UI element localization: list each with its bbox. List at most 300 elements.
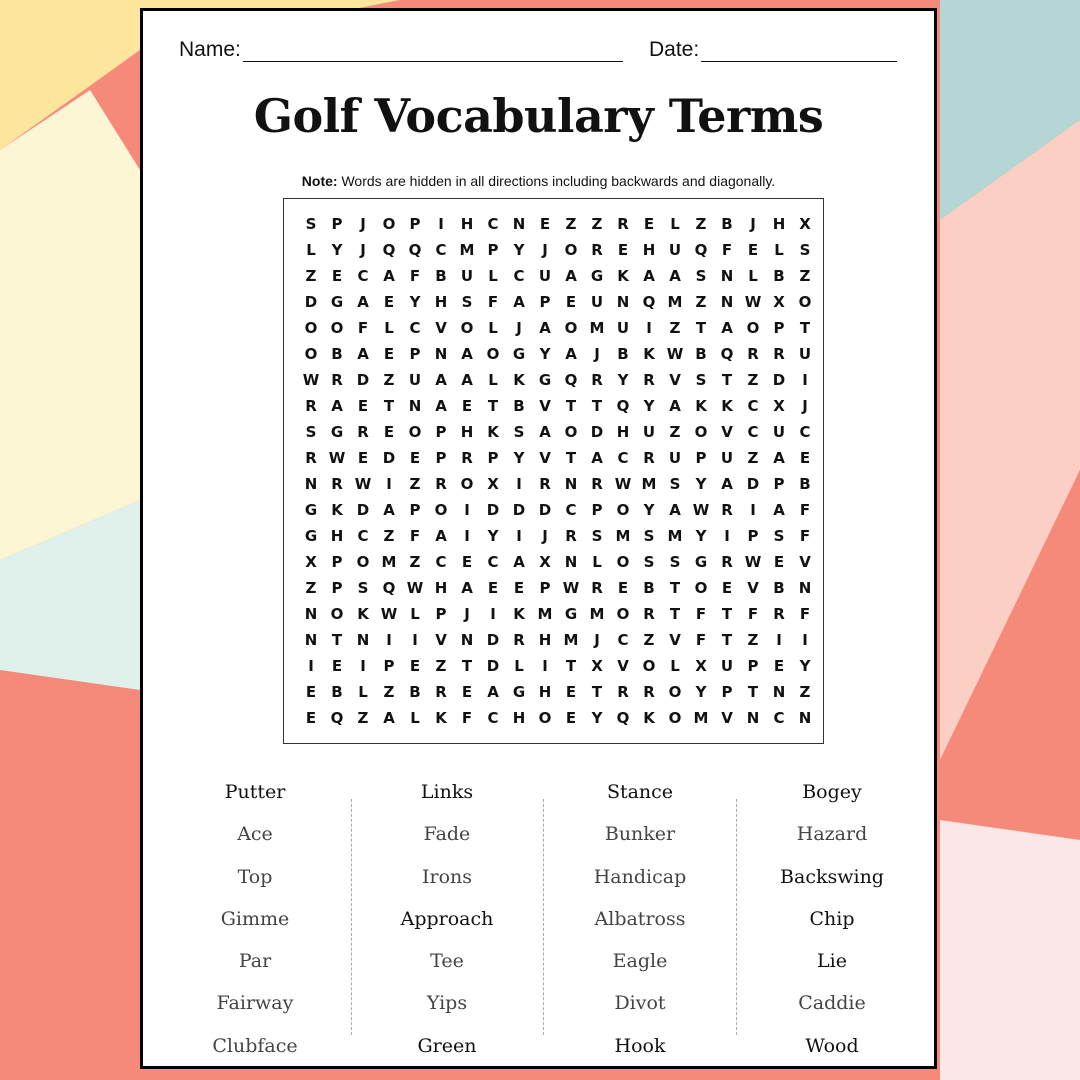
grid-letter[interactable]: E xyxy=(773,657,785,675)
grid-letter[interactable]: E xyxy=(305,709,317,727)
grid-letter[interactable]: L xyxy=(514,657,524,675)
grid-letter[interactable]: Y xyxy=(513,241,525,259)
grid-letter[interactable]: E xyxy=(487,579,499,597)
grid-letter[interactable]: L xyxy=(774,241,784,259)
grid-letter[interactable]: I xyxy=(464,527,470,545)
grid-letter[interactable]: A xyxy=(669,397,681,415)
grid-letter[interactable]: Z xyxy=(305,267,317,285)
grid-letter[interactable]: O xyxy=(746,319,760,337)
grid-letter[interactable]: X xyxy=(591,657,603,675)
grid-letter[interactable]: O xyxy=(460,319,474,337)
grid-letter[interactable]: B xyxy=(513,397,525,415)
grid-letter[interactable]: T xyxy=(669,605,681,623)
grid-letter[interactable]: P xyxy=(435,449,447,467)
grid-letter[interactable]: E xyxy=(409,657,421,675)
grid-letter[interactable]: Z xyxy=(383,527,395,545)
grid-letter[interactable]: P xyxy=(747,527,759,545)
grid-letter[interactable]: B xyxy=(799,475,811,493)
grid-letter[interactable]: O xyxy=(668,683,682,701)
grid-letter[interactable]: C xyxy=(487,709,499,727)
grid-letter[interactable]: W xyxy=(406,579,424,597)
grid-letter[interactable]: C xyxy=(357,267,369,285)
grid-letter[interactable]: Q xyxy=(616,397,630,415)
grid-letter[interactable]: I xyxy=(542,657,548,675)
grid-letter[interactable]: R xyxy=(435,683,447,701)
grid-letter[interactable]: N xyxy=(304,631,318,649)
grid-letter[interactable]: T xyxy=(565,449,577,467)
grid-letter[interactable]: A xyxy=(461,345,473,363)
grid-letter[interactable]: C xyxy=(435,241,447,259)
grid-letter[interactable]: P xyxy=(539,293,551,311)
grid-letter[interactable]: L xyxy=(384,319,394,337)
grid-letter[interactable]: A xyxy=(383,709,395,727)
grid-letter[interactable]: I xyxy=(412,631,418,649)
grid-letter[interactable]: R xyxy=(773,345,785,363)
grid-letter[interactable]: A xyxy=(773,449,785,467)
grid-letter[interactable]: S xyxy=(669,475,681,493)
grid-letter[interactable]: I xyxy=(516,475,522,493)
grid-letter[interactable]: K xyxy=(721,397,733,415)
grid-letter[interactable]: J xyxy=(360,215,366,233)
grid-letter[interactable]: N xyxy=(408,397,422,415)
grid-letter[interactable]: P xyxy=(331,553,343,571)
grid-letter[interactable]: W xyxy=(562,579,580,597)
grid-letter[interactable]: Z xyxy=(799,267,811,285)
grid-letter[interactable]: H xyxy=(538,683,552,701)
grid-letter[interactable]: N xyxy=(720,267,734,285)
grid-letter[interactable]: E xyxy=(383,423,395,441)
grid-letter[interactable]: P xyxy=(435,605,447,623)
grid-letter[interactable]: X xyxy=(695,657,707,675)
grid-letter[interactable]: G xyxy=(304,501,318,519)
grid-letter[interactable]: B xyxy=(695,345,707,363)
grid-letter[interactable]: R xyxy=(461,449,473,467)
grid-letter[interactable]: E xyxy=(565,709,577,727)
grid-letter[interactable]: V xyxy=(721,423,733,441)
grid-letter[interactable]: E xyxy=(565,683,577,701)
grid-letter[interactable]: I xyxy=(464,501,470,519)
grid-letter[interactable]: P xyxy=(695,449,707,467)
grid-letter[interactable]: W xyxy=(744,553,762,571)
grid-letter[interactable]: N xyxy=(616,293,630,311)
grid-letter[interactable]: G xyxy=(330,423,344,441)
grid-letter[interactable]: I xyxy=(802,371,808,389)
grid-letter[interactable]: A xyxy=(773,501,785,519)
grid-letter[interactable]: O xyxy=(382,215,396,233)
grid-letter[interactable]: O xyxy=(330,605,344,623)
grid-letter[interactable]: S xyxy=(513,423,525,441)
grid-letter[interactable]: P xyxy=(409,345,421,363)
grid-letter[interactable]: T xyxy=(721,371,733,389)
grid-letter[interactable]: M xyxy=(667,293,683,311)
grid-letter[interactable]: N xyxy=(798,579,812,597)
grid-letter[interactable]: J xyxy=(542,527,548,545)
grid-letter[interactable]: K xyxy=(435,709,447,727)
grid-letter[interactable]: P xyxy=(435,423,447,441)
grid-letter[interactable]: L xyxy=(410,709,420,727)
grid-letter[interactable]: S xyxy=(461,293,473,311)
grid-letter[interactable]: A xyxy=(721,475,733,493)
grid-letter[interactable]: O xyxy=(694,423,708,441)
grid-letter[interactable]: W xyxy=(354,475,372,493)
grid-letter[interactable]: R xyxy=(591,579,603,597)
grid-letter[interactable]: Q xyxy=(408,241,422,259)
grid-letter[interactable]: E xyxy=(383,293,395,311)
grid-letter[interactable]: N xyxy=(772,683,786,701)
grid-letter[interactable]: R xyxy=(643,683,655,701)
grid-letter[interactable]: R xyxy=(721,553,733,571)
grid-letter[interactable]: L xyxy=(748,267,758,285)
grid-letter[interactable]: W xyxy=(380,605,398,623)
grid-letter[interactable]: H xyxy=(330,527,344,545)
grid-letter[interactable]: L xyxy=(488,319,498,337)
grid-letter[interactable]: A xyxy=(383,501,395,519)
grid-letter[interactable]: L xyxy=(592,553,602,571)
grid-letter[interactable]: V xyxy=(435,631,447,649)
grid-letter[interactable]: A xyxy=(383,267,395,285)
grid-letter[interactable]: T xyxy=(591,683,603,701)
grid-letter[interactable]: N xyxy=(798,709,812,727)
grid-letter[interactable]: I xyxy=(438,215,444,233)
grid-letter[interactable]: E xyxy=(747,241,759,259)
grid-letter[interactable]: G xyxy=(512,683,526,701)
grid-letter[interactable]: G xyxy=(538,371,552,389)
grid-letter[interactable]: Q xyxy=(720,345,734,363)
grid-letter[interactable]: H xyxy=(642,241,656,259)
grid-letter[interactable]: K xyxy=(513,371,525,389)
grid-letter[interactable]: M xyxy=(537,605,553,623)
grid-letter[interactable]: Z xyxy=(695,293,707,311)
grid-letter[interactable]: I xyxy=(386,475,392,493)
grid-letter[interactable]: F xyxy=(799,501,811,519)
grid-letter[interactable]: V xyxy=(669,371,681,389)
name-field[interactable] xyxy=(179,38,623,62)
grid-letter[interactable]: U xyxy=(460,267,474,285)
grid-letter[interactable]: B xyxy=(773,267,785,285)
grid-letter[interactable]: Y xyxy=(695,527,707,545)
grid-letter[interactable]: T xyxy=(721,605,733,623)
grid-letter[interactable]: L xyxy=(670,657,680,675)
grid-letter[interactable]: R xyxy=(643,449,655,467)
grid-letter[interactable]: O xyxy=(564,319,578,337)
grid-letter[interactable]: Z xyxy=(383,683,395,701)
grid-letter[interactable]: Y xyxy=(331,241,343,259)
grid-letter[interactable]: A xyxy=(539,319,551,337)
grid-letter[interactable]: S xyxy=(643,553,655,571)
grid-letter[interactable]: F xyxy=(409,267,421,285)
grid-letter[interactable]: V xyxy=(669,631,681,649)
grid-letter[interactable]: C xyxy=(617,449,629,467)
grid-letter[interactable]: Z xyxy=(643,631,655,649)
grid-letter[interactable]: N xyxy=(564,475,578,493)
grid-letter[interactable]: J xyxy=(594,631,600,649)
grid-letter[interactable]: A xyxy=(435,527,447,545)
grid-letter[interactable]: E xyxy=(461,553,473,571)
grid-letter[interactable]: E xyxy=(331,267,343,285)
grid-letter[interactable]: R xyxy=(591,241,603,259)
grid-letter[interactable]: P xyxy=(487,449,499,467)
grid-letter[interactable]: R xyxy=(331,475,343,493)
grid-letter[interactable]: Z xyxy=(357,709,369,727)
grid-letter[interactable]: L xyxy=(488,267,498,285)
grid-letter[interactable]: H xyxy=(460,215,474,233)
grid-letter[interactable]: O xyxy=(304,319,318,337)
grid-letter[interactable]: S xyxy=(305,215,317,233)
grid-letter[interactable]: Q xyxy=(382,241,396,259)
grid-letter[interactable]: R xyxy=(565,527,577,545)
grid-letter[interactable]: R xyxy=(513,631,525,649)
grid-letter[interactable]: U xyxy=(642,423,656,441)
grid-letter[interactable]: D xyxy=(512,501,526,519)
grid-letter[interactable]: V xyxy=(799,553,811,571)
grid-letter[interactable]: M xyxy=(563,631,579,649)
grid-letter[interactable]: A xyxy=(565,267,577,285)
grid-letter[interactable]: E xyxy=(383,345,395,363)
grid-letter[interactable]: P xyxy=(409,501,421,519)
grid-letter[interactable]: Z xyxy=(747,371,759,389)
grid-letter[interactable]: U xyxy=(668,449,682,467)
grid-letter[interactable]: S xyxy=(773,527,785,545)
grid-letter[interactable]: A xyxy=(669,501,681,519)
grid-letter[interactable]: I xyxy=(724,527,730,545)
grid-letter[interactable]: S xyxy=(695,371,707,389)
grid-letter[interactable]: P xyxy=(773,319,785,337)
grid-letter[interactable]: J xyxy=(464,605,470,623)
grid-letter[interactable]: N xyxy=(304,475,318,493)
grid-letter[interactable]: W xyxy=(328,449,346,467)
grid-letter[interactable]: C xyxy=(487,215,499,233)
grid-letter[interactable]: D xyxy=(486,657,500,675)
grid-letter[interactable]: L xyxy=(488,371,498,389)
grid-letter[interactable]: J xyxy=(594,345,600,363)
grid-letter[interactable]: P xyxy=(383,657,395,675)
grid-letter[interactable]: E xyxy=(461,397,473,415)
grid-letter[interactable]: Y xyxy=(643,501,655,519)
date-blank-line[interactable] xyxy=(701,43,897,62)
grid-letter[interactable]: M xyxy=(641,475,657,493)
grid-letter[interactable]: V xyxy=(435,319,447,337)
grid-letter[interactable]: H xyxy=(772,215,786,233)
grid-letter[interactable]: F xyxy=(461,709,473,727)
grid-letter[interactable]: R xyxy=(747,345,759,363)
grid-letter[interactable]: A xyxy=(357,293,369,311)
grid-letter[interactable]: Y xyxy=(539,345,551,363)
grid-letter[interactable]: F xyxy=(695,631,707,649)
grid-letter[interactable]: T xyxy=(487,397,499,415)
grid-letter[interactable]: B xyxy=(409,683,421,701)
grid-letter[interactable]: P xyxy=(331,215,343,233)
grid-letter[interactable]: C xyxy=(513,267,525,285)
grid-letter[interactable]: U xyxy=(408,371,422,389)
grid-letter[interactable]: D xyxy=(356,501,370,519)
grid-letter[interactable]: E xyxy=(357,449,369,467)
grid-letter[interactable]: Q xyxy=(616,709,630,727)
grid-letter[interactable]: Y xyxy=(513,449,525,467)
grid-letter[interactable]: X xyxy=(539,553,551,571)
grid-letter[interactable]: O xyxy=(356,553,370,571)
grid-letter[interactable]: I xyxy=(386,631,392,649)
grid-letter[interactable]: D xyxy=(746,475,760,493)
grid-letter[interactable]: G xyxy=(590,267,604,285)
grid-letter[interactable]: J xyxy=(516,319,522,337)
grid-letter[interactable]: L xyxy=(410,605,420,623)
grid-letter[interactable]: Y xyxy=(409,293,421,311)
grid-letter[interactable]: U xyxy=(590,293,604,311)
grid-letter[interactable]: T xyxy=(565,657,577,675)
grid-letter[interactable]: O xyxy=(304,345,318,363)
grid-letter[interactable]: P xyxy=(409,215,421,233)
grid-letter[interactable]: T xyxy=(461,657,473,675)
grid-letter[interactable]: V xyxy=(539,397,551,415)
grid-letter[interactable]: N xyxy=(356,631,370,649)
grid-letter[interactable]: Z xyxy=(305,579,317,597)
grid-letter[interactable]: Y xyxy=(617,371,629,389)
grid-letter[interactable]: H xyxy=(460,423,474,441)
grid-letter[interactable]: R xyxy=(617,683,629,701)
grid-letter[interactable]: K xyxy=(617,267,629,285)
grid-letter[interactable]: R xyxy=(305,449,317,467)
grid-letter[interactable]: S xyxy=(591,527,603,545)
grid-letter[interactable]: A xyxy=(643,267,655,285)
grid-letter[interactable]: T xyxy=(747,683,759,701)
grid-letter[interactable]: Q xyxy=(382,579,396,597)
grid-letter[interactable]: G xyxy=(330,293,344,311)
grid-letter[interactable]: W xyxy=(744,293,762,311)
grid-letter[interactable]: O xyxy=(616,501,630,519)
name-blank-line[interactable] xyxy=(243,43,623,62)
grid-letter[interactable]: Z xyxy=(409,475,421,493)
grid-letter[interactable]: S xyxy=(799,241,811,259)
grid-letter[interactable]: A xyxy=(331,397,343,415)
grid-letter[interactable]: U xyxy=(668,241,682,259)
grid-letter[interactable]: M xyxy=(615,527,631,545)
grid-letter[interactable]: V xyxy=(617,657,629,675)
grid-letter[interactable]: O xyxy=(330,319,344,337)
grid-letter[interactable]: E xyxy=(617,241,629,259)
grid-letter[interactable]: X xyxy=(305,553,317,571)
grid-letter[interactable]: D xyxy=(382,449,396,467)
grid-letter[interactable]: N xyxy=(460,631,474,649)
grid-letter[interactable]: R xyxy=(643,371,655,389)
grid-letter[interactable]: K xyxy=(357,605,369,623)
grid-letter[interactable]: Q xyxy=(694,241,708,259)
grid-letter[interactable]: N xyxy=(564,553,578,571)
grid-letter[interactable]: U xyxy=(720,449,734,467)
grid-letter[interactable]: A xyxy=(435,397,447,415)
grid-letter[interactable]: A xyxy=(461,371,473,389)
grid-letter[interactable]: E xyxy=(305,683,317,701)
grid-letter[interactable]: T xyxy=(799,319,811,337)
grid-letter[interactable]: I xyxy=(308,657,314,675)
grid-letter[interactable]: C xyxy=(747,397,759,415)
grid-letter[interactable]: T xyxy=(591,397,603,415)
grid-letter[interactable]: C xyxy=(799,423,811,441)
grid-letter[interactable]: C xyxy=(487,553,499,571)
grid-letter[interactable]: S xyxy=(305,423,317,441)
grid-letter[interactable]: M xyxy=(381,553,397,571)
grid-letter[interactable]: Q xyxy=(330,709,344,727)
grid-letter[interactable]: A xyxy=(721,319,733,337)
grid-letter[interactable]: P xyxy=(487,241,499,259)
grid-letter[interactable]: Z xyxy=(565,215,577,233)
grid-letter[interactable]: F xyxy=(721,241,733,259)
grid-letter[interactable]: O xyxy=(798,293,812,311)
grid-letter[interactable]: E xyxy=(565,293,577,311)
grid-letter[interactable]: B xyxy=(643,579,655,597)
grid-letter[interactable]: G xyxy=(564,605,578,623)
grid-letter[interactable]: K xyxy=(513,605,525,623)
grid-letter[interactable]: F xyxy=(487,293,499,311)
grid-letter[interactable]: G xyxy=(304,527,318,545)
grid-letter[interactable]: P xyxy=(331,579,343,597)
grid-letter[interactable]: E xyxy=(721,579,733,597)
grid-letter[interactable]: A xyxy=(357,345,369,363)
grid-letter[interactable]: O xyxy=(408,423,422,441)
grid-letter[interactable]: M xyxy=(667,527,683,545)
grid-letter[interactable]: K xyxy=(695,397,707,415)
grid-letter[interactable]: B xyxy=(617,345,629,363)
grid-letter[interactable]: T xyxy=(565,397,577,415)
grid-letter[interactable]: J xyxy=(802,397,808,415)
grid-letter[interactable]: T xyxy=(695,319,707,337)
grid-letter[interactable]: Y xyxy=(643,397,655,415)
grid-letter[interactable]: T xyxy=(383,397,395,415)
grid-letter[interactable]: D xyxy=(486,501,500,519)
grid-letter[interactable]: C xyxy=(747,423,759,441)
grid-letter[interactable]: R xyxy=(643,605,655,623)
grid-letter[interactable]: O xyxy=(694,579,708,597)
grid-letter[interactable]: R xyxy=(773,605,785,623)
grid-letter[interactable]: W xyxy=(692,501,710,519)
grid-letter[interactable]: E xyxy=(461,683,473,701)
grid-letter[interactable]: V xyxy=(721,709,733,727)
grid-letter[interactable]: F xyxy=(409,527,421,545)
grid-letter[interactable]: R xyxy=(435,475,447,493)
grid-letter[interactable]: Q xyxy=(564,371,578,389)
grid-letter[interactable]: Z xyxy=(669,319,681,337)
grid-letter[interactable]: H xyxy=(616,423,630,441)
grid-letter[interactable]: L xyxy=(670,215,680,233)
grid-letter[interactable]: D xyxy=(356,371,370,389)
grid-letter[interactable]: A xyxy=(669,267,681,285)
grid-letter[interactable]: A xyxy=(591,449,603,467)
grid-letter[interactable]: E xyxy=(539,215,551,233)
grid-letter[interactable]: M xyxy=(589,319,605,337)
grid-letter[interactable]: M xyxy=(589,605,605,623)
grid-letter[interactable]: N xyxy=(434,345,448,363)
grid-letter[interactable]: Y xyxy=(695,683,707,701)
grid-letter[interactable]: Z xyxy=(799,683,811,701)
grid-letter[interactable]: F xyxy=(695,605,707,623)
grid-letter[interactable]: U xyxy=(772,423,786,441)
grid-letter[interactable]: Z xyxy=(747,631,759,649)
grid-letter[interactable]: J xyxy=(360,241,366,259)
grid-letter[interactable]: K xyxy=(643,345,655,363)
grid-letter[interactable]: U xyxy=(538,267,552,285)
grid-letter[interactable]: S xyxy=(669,553,681,571)
grid-letter[interactable]: Z xyxy=(409,553,421,571)
grid-letter[interactable]: E xyxy=(357,397,369,415)
grid-letter[interactable]: O xyxy=(616,605,630,623)
grid-letter[interactable]: A xyxy=(513,293,525,311)
grid-letter[interactable]: J xyxy=(542,241,548,259)
grid-letter[interactable]: W xyxy=(302,371,320,389)
grid-letter[interactable]: Y xyxy=(591,709,603,727)
grid-letter[interactable]: M xyxy=(459,241,475,259)
grid-letter[interactable]: V xyxy=(539,449,551,467)
grid-letter[interactable]: O xyxy=(564,423,578,441)
grid-letter[interactable]: O xyxy=(642,657,656,675)
